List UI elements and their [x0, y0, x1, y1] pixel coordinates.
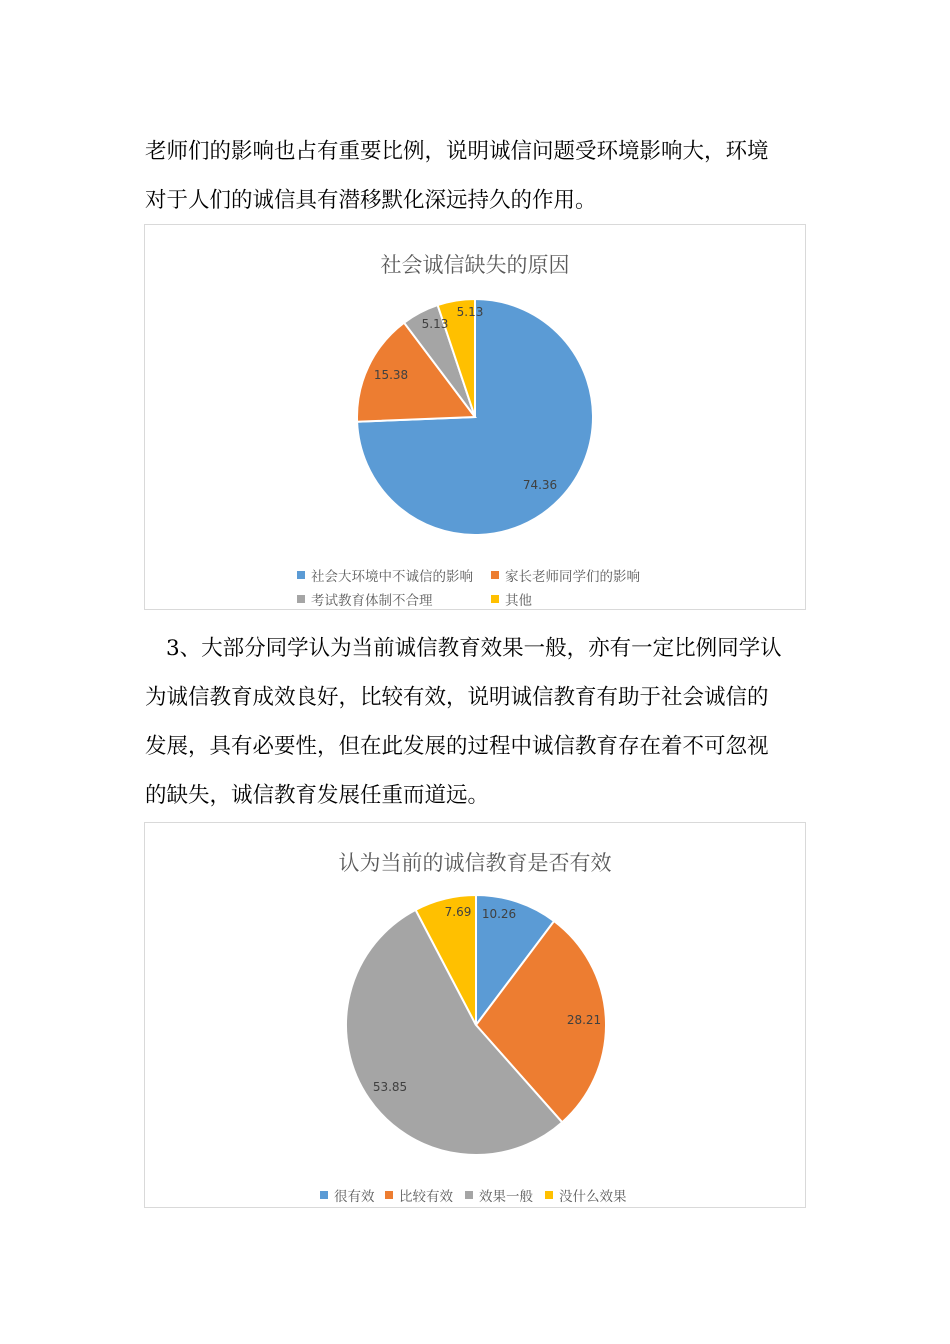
paragraph-line: 对于人们的诚信具有潜移默化深远持久的作用。	[145, 188, 597, 213]
paragraph-line: 为诚信教育成效良好，比较有效，说明诚信教育有助于社会诚信的	[145, 685, 769, 710]
legend-item	[491, 589, 532, 609]
legend-swatch	[297, 571, 305, 579]
legend-swatch	[465, 1191, 473, 1199]
chart-title: 认为当前的诚信教育是否有效	[338, 851, 612, 875]
data-label: 28.21	[566, 1013, 602, 1027]
data-label: 15.38	[373, 368, 409, 382]
paragraph-line: 老师们的影响也占有重要比例，说明诚信问题受环境影响大，环境	[145, 139, 769, 164]
legend-swatch	[320, 1191, 328, 1199]
legend-label: 社会大环境中不诚信的影响	[311, 569, 473, 585]
legend-label: 比较有效	[399, 1189, 453, 1205]
chart-legend	[145, 823, 805, 1207]
legend-swatch	[385, 1191, 393, 1199]
paragraph-1	[145, 127, 810, 225]
legend-item	[297, 565, 473, 585]
data-label: 10.26	[481, 907, 517, 921]
paragraph-line: 3、大部分同学认为当前诚信教育效果一般，亦有一定比例同学认	[166, 636, 782, 661]
legend-swatch	[297, 595, 305, 603]
paragraph-line: 的缺失，诚信教育发展任重而道远。	[145, 783, 490, 808]
legend-label: 很有效	[334, 1189, 375, 1205]
data-label: 74.36	[522, 478, 558, 492]
legend-label: 其他	[505, 593, 532, 609]
legend-item	[491, 565, 640, 585]
legend-item	[545, 1185, 627, 1205]
chart-social-integrity-causes	[144, 224, 806, 610]
data-label: 5.13	[456, 305, 484, 319]
legend-item	[320, 1185, 375, 1205]
legend-swatch	[491, 571, 499, 579]
paragraph-line: 发展，具有必要性，但在此发展的过程中诚信教育存在着不可忽视	[145, 734, 769, 759]
data-label: 7.69	[444, 905, 472, 919]
legend-label: 考试教育体制不合理	[311, 593, 433, 609]
chart-education-effectiveness	[144, 822, 806, 1208]
chart-title: 社会诚信缺失的原因	[380, 253, 570, 277]
legend-label: 效果一般	[479, 1189, 533, 1205]
data-label: 5.13	[421, 317, 449, 331]
legend-item	[385, 1185, 453, 1205]
legend-item	[465, 1185, 533, 1205]
paragraph-2	[145, 624, 810, 820]
legend-label: 没什么效果	[559, 1189, 627, 1205]
legend-swatch	[491, 595, 499, 603]
legend-swatch	[545, 1191, 553, 1199]
chart-legend	[145, 225, 805, 609]
legend-label: 家长老师同学们的影响	[505, 569, 640, 585]
legend-item	[297, 589, 433, 609]
data-label: 53.85	[372, 1080, 408, 1094]
